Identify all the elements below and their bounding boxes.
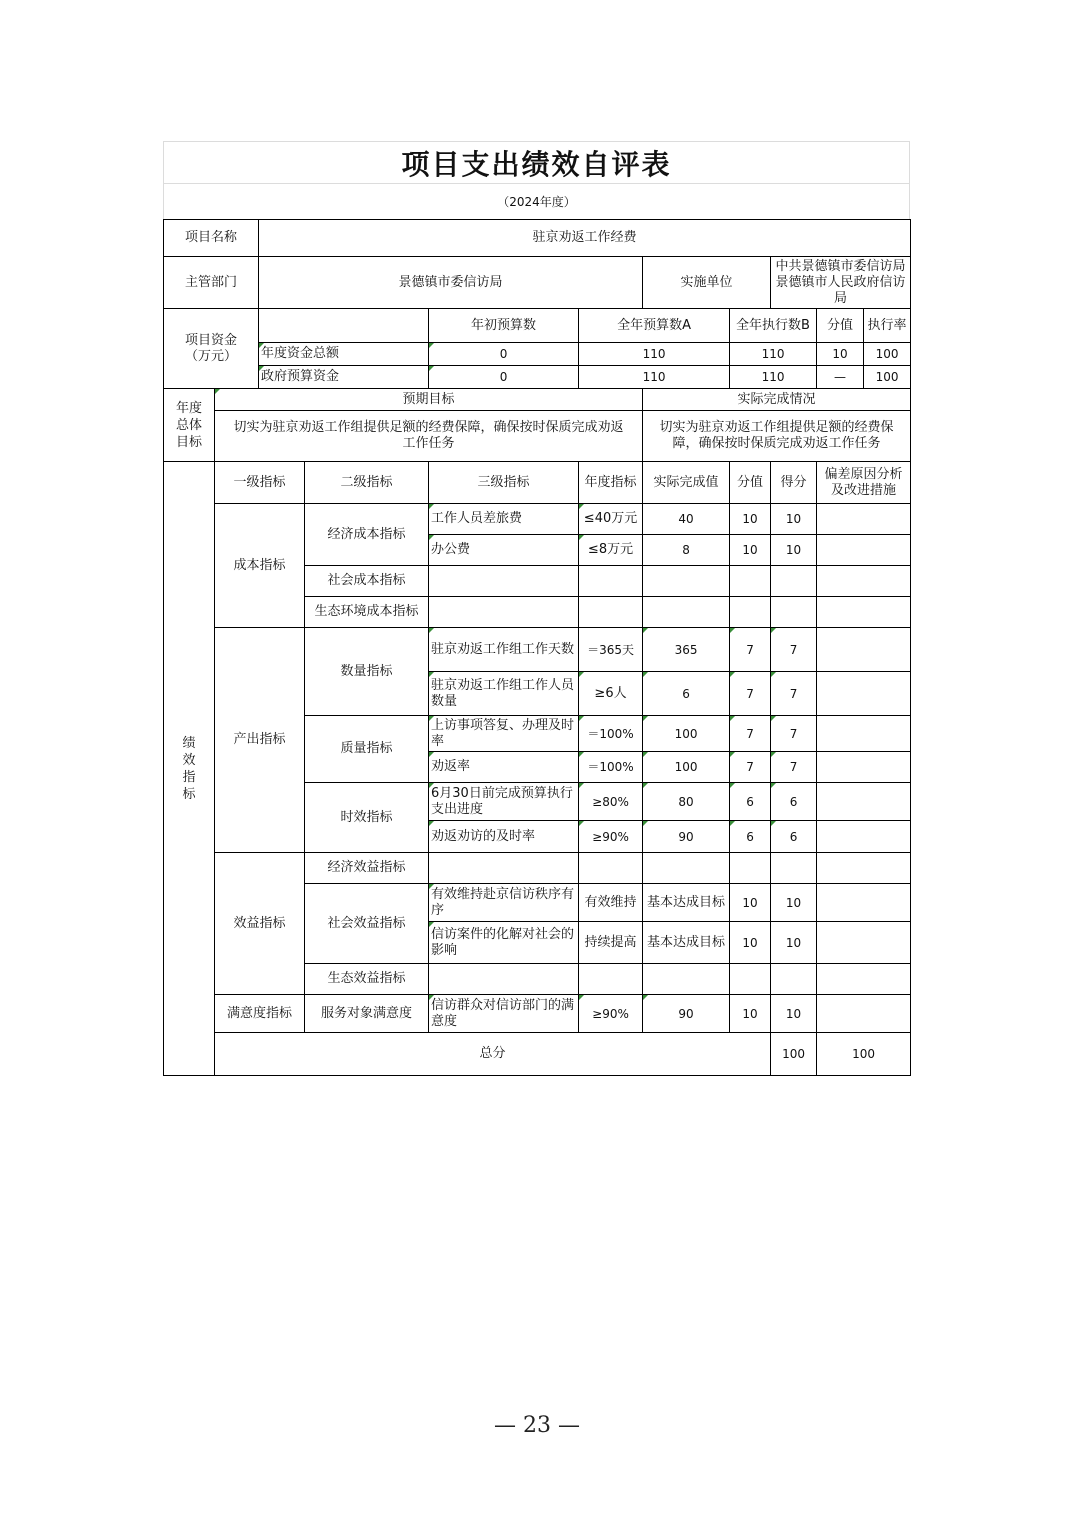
benefit-r2-actual: 基本达成目标: [643, 922, 730, 964]
benefit-r1-actual: 基本达成目标: [643, 884, 730, 922]
dept-label: 主管部门: [164, 257, 259, 309]
cost-eco-l2: 生态环境成本指标: [305, 597, 429, 628]
total-label: 总分: [215, 1033, 771, 1076]
output-r1-target: ＝365天: [579, 628, 643, 672]
goals-actual-header: 实际完成情况: [643, 389, 911, 411]
funds-header-full: 全年预算数A: [579, 309, 730, 343]
cost-social-empty-5: [771, 566, 817, 597]
funds-header-exec: 全年执行数B: [730, 309, 817, 343]
indicators-label-1: 绩: [182, 735, 196, 751]
goals-label: [164, 389, 215, 462]
benefit-eco-l2: 生态效益指标: [305, 964, 429, 995]
benefit-eco-empty-2: [579, 964, 643, 995]
benefit-l1: 效益指标: [215, 853, 305, 995]
cost-social-empty-6: [817, 566, 911, 597]
output-r6-score: 6: [771, 821, 817, 853]
funds-header-tail: [817, 309, 911, 343]
total-sv: 100: [771, 1033, 817, 1076]
funds-row-total-full: 110: [579, 343, 730, 366]
output-r4-sv: 7: [730, 752, 771, 783]
cost-eco-empty-3: [643, 597, 730, 628]
funds-row-total-exec: 110: [730, 343, 817, 366]
cost-r1-actual: 40: [643, 504, 730, 535]
cost-eco-empty-4: [730, 597, 771, 628]
cost-r2-target: ≤8万元: [579, 535, 643, 566]
benefit-econ-empty-2: [579, 853, 643, 884]
benefit-r2-score: 10: [771, 922, 817, 964]
cost-r2-actual: 8: [643, 535, 730, 566]
benefit-r1-dev: [817, 884, 911, 922]
output-r3-dev: [817, 716, 911, 752]
benefit-econ-l2: 经济效益指标: [305, 853, 429, 884]
output-r4-score: 7: [771, 752, 817, 783]
output-r5-target: ≥80%: [579, 783, 643, 821]
project-name-label: 项目名称: [164, 220, 259, 257]
satisfaction-r1-name: 信访群众对信访部门的满意度: [429, 995, 579, 1033]
benefit-econ-empty-1: [429, 853, 579, 884]
goals-actual-text: 切实为驻京劝返工作组提供足额的经费保障，确保按时保质完成劝返工作任务: [643, 411, 911, 462]
funds-blank-header: [259, 309, 429, 343]
hdr-level3: 三级指标: [429, 462, 579, 504]
funds-label-line2: （万元）: [185, 348, 238, 364]
output-r2-actual: 6: [643, 672, 730, 716]
cost-r1-target: ≤40万元: [579, 504, 643, 535]
indicators-label-2: 效: [182, 752, 196, 768]
output-r3-sv: 7: [730, 716, 771, 752]
cost-r2-dev: [817, 535, 911, 566]
satisfaction-r1-target: ≥90%: [579, 995, 643, 1033]
funds-row-gov-exec: 110: [730, 366, 817, 389]
indicators-label-3: 指: [182, 769, 196, 785]
output-r1-name: 驻京劝返工作组工作天数: [429, 628, 579, 672]
cost-r1-score: 10: [771, 504, 817, 535]
output-r2-sv: 7: [730, 672, 771, 716]
performance-table: [163, 219, 911, 1076]
benefit-econ-empty-5: [771, 853, 817, 884]
benefit-r1-sv: 10: [730, 884, 771, 922]
satisfaction-r1-score: 10: [771, 995, 817, 1033]
cost-r2-sv: 10: [730, 535, 771, 566]
funds-label: [164, 309, 259, 389]
funds-row-total-name: 年度资金总额: [259, 343, 429, 366]
output-r3-actual: 100: [643, 716, 730, 752]
page-number: — 23 —: [494, 1413, 580, 1438]
output-r3-score: 7: [771, 716, 817, 752]
output-r2-score: 7: [771, 672, 817, 716]
funds-row-gov-rate: 100: [863, 366, 910, 388]
output-r5-score: 6: [771, 783, 817, 821]
funds-row-gov-full: 110: [579, 366, 730, 389]
funds-header-sv: 分值: [827, 317, 854, 333]
funds-row-total-sv: 10: [832, 347, 848, 361]
cost-econ-l2: 经济成本指标: [305, 504, 429, 566]
benefit-r1-target: 有效维持: [579, 884, 643, 922]
hdr-actual: 实际完成值: [643, 462, 730, 504]
output-r6-dev: [817, 821, 911, 853]
funds-row-gov-tail: [817, 366, 911, 389]
cost-r1-dev: [817, 504, 911, 535]
output-r4-target: ＝100%: [579, 752, 643, 783]
satisfaction-r1-sv: 10: [730, 995, 771, 1033]
form-title: 项目支出绩效自评表: [163, 141, 910, 183]
impl-value: 中共景德镇市委信访局景德镇市人民政府信访局: [771, 257, 911, 309]
indicators-label-4: 标: [182, 786, 196, 802]
output-r5-name: 6月30日前完成预算执行支出进度: [429, 783, 579, 821]
funds-row-gov-sv: —: [834, 370, 847, 384]
hdr-score: 得分: [771, 462, 817, 504]
goals-expected-text: 切实为驻京劝返工作组提供足额的经费保障，确保按时保质完成劝返工作任务: [215, 411, 643, 462]
output-l1: 产出指标: [215, 628, 305, 853]
total-score: 100: [817, 1033, 911, 1076]
dept-value: 景德镇市委信访局: [259, 257, 643, 309]
output-r1-dev: [817, 628, 911, 672]
hdr-score-value: 分值: [730, 462, 771, 504]
output-r3-name: 上访事项答复、办理及时率: [429, 716, 579, 752]
output-r6-name: 劝返劝访的及时率: [429, 821, 579, 853]
goals-label-2: 总体: [175, 417, 202, 433]
cost-r1-name: 工作人员差旅费: [429, 504, 579, 535]
output-r6-target: ≥90%: [579, 821, 643, 853]
cost-eco-empty-2: [579, 597, 643, 628]
funds-row-gov-name: 政府预算资金: [259, 366, 429, 389]
benefit-r1-name: 有效维持赴京信访秩序有序: [429, 884, 579, 922]
form-year: （2024年度）: [163, 183, 910, 219]
satisfaction-r1-actual: 90: [643, 995, 730, 1033]
benefit-eco-empty-5: [771, 964, 817, 995]
output-quality-l2: 质量指标: [305, 716, 429, 783]
benefit-eco-empty-6: [817, 964, 911, 995]
output-r1-actual: 365: [643, 628, 730, 672]
output-r4-dev: [817, 752, 911, 783]
benefit-r2-target: 持续提高: [579, 922, 643, 964]
satisfaction-l1: 满意度指标: [215, 995, 305, 1033]
output-r5-sv: 6: [730, 783, 771, 821]
output-time-l2: 时效指标: [305, 783, 429, 853]
output-r5-actual: 80: [643, 783, 730, 821]
hdr-deviation: 偏差原因分析及改进措施: [817, 462, 911, 504]
cost-eco-empty-1: [429, 597, 579, 628]
satisfaction-l2: 服务对象满意度: [305, 995, 429, 1033]
funds-row-total-rate: 100: [863, 343, 910, 365]
funds-row-total-init: 0: [429, 343, 579, 366]
benefit-r1-score: 10: [771, 884, 817, 922]
output-r4-name: 劝返率: [429, 752, 579, 783]
cost-l1: 成本指标: [215, 504, 305, 628]
benefit-eco-empty-4: [730, 964, 771, 995]
impl-label: 实施单位: [643, 257, 771, 309]
hdr-level2: 二级指标: [305, 462, 429, 504]
output-r1-sv: 7: [730, 628, 771, 672]
output-r1-score: 7: [771, 628, 817, 672]
output-r6-actual: 90: [643, 821, 730, 853]
benefit-r2-sv: 10: [730, 922, 771, 964]
project-name-value: 驻京劝返工作经费: [259, 220, 911, 257]
cost-r2-name: 办公费: [429, 535, 579, 566]
output-qty-l2: 数量指标: [305, 628, 429, 716]
cost-social-empty-1: [429, 566, 579, 597]
cost-social-empty-2: [579, 566, 643, 597]
funds-row-total-tail: [817, 343, 911, 366]
benefit-econ-empty-6: [817, 853, 911, 884]
goals-label-1: 年度: [175, 400, 202, 416]
cost-eco-empty-6: [817, 597, 911, 628]
benefit-econ-empty-4: [730, 853, 771, 884]
hdr-level1: 一级指标: [215, 462, 305, 504]
goals-expected-header: 预期目标: [215, 389, 643, 411]
cost-social-empty-3: [643, 566, 730, 597]
goals-label-3: 目标: [175, 434, 202, 450]
cost-r2-score: 10: [771, 535, 817, 566]
hdr-annual: 年度指标: [579, 462, 643, 504]
output-r3-target: ＝100%: [579, 716, 643, 752]
performance-form: [163, 141, 910, 1076]
output-r2-dev: [817, 672, 911, 716]
benefit-econ-empty-3: [643, 853, 730, 884]
benefit-r2-dev: [817, 922, 911, 964]
satisfaction-r1-dev: [817, 995, 911, 1033]
benefit-r2-name: 信访案件的化解对社会的影响: [429, 922, 579, 964]
output-r5-dev: [817, 783, 911, 821]
indicators-label: [164, 462, 215, 1076]
benefit-eco-empty-3: [643, 964, 730, 995]
funds-header-rate: 执行率: [863, 309, 910, 342]
benefit-eco-empty-1: [429, 964, 579, 995]
cost-social-l2: 社会成本指标: [305, 566, 429, 597]
output-r4-actual: 100: [643, 752, 730, 783]
cost-eco-empty-5: [771, 597, 817, 628]
funds-header-init: 年初预算数: [429, 309, 579, 343]
output-r2-target: ≥6人: [579, 672, 643, 716]
benefit-social-l2: 社会效益指标: [305, 884, 429, 964]
output-r6-sv: 6: [730, 821, 771, 853]
funds-label-line1: 项目资金: [185, 332, 238, 348]
funds-row-gov-init: 0: [429, 366, 579, 389]
cost-r1-sv: 10: [730, 504, 771, 535]
output-r2-name: 驻京劝返工作组工作人员数量: [429, 672, 579, 716]
cost-social-empty-4: [730, 566, 771, 597]
